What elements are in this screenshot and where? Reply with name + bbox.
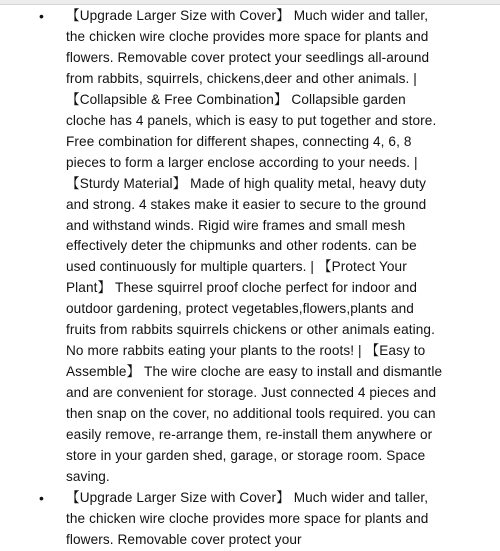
product-description-list: [39, 6, 446, 551]
bullet-icon: •: [39, 489, 44, 506]
top-divider: [0, 0, 500, 5]
list-item: [39, 6, 446, 488]
list-item: [39, 488, 446, 551]
bullet-icon: •: [39, 8, 44, 24]
list-item-text: 【Upgrade Larger Size with Cover】 Much wider and taller, the chicken wire cloche provides more space for plants and flowers. Removable cover protect your: [66, 489, 429, 547]
list-item-text: 【Upgrade Larger Size with Cover】 Much wider and taller, the chicken wire cloche provides more space for plants and flowers. Removable cover protect your seedlings all-around from rabbits, squirrels, chickens,deer and other animals. | 【Collapsible & Free Combination】 Collapsible garden cloche has 4 panels, which is easy to put together and store. Free combination for different shapes, connecting 4, 6, 8 pieces to form a larger enclose according to your needs. | 【Sturdy Material】 Made of high quality metal, heavy duty and strong. 4 stakes make it easier to secure to the ground and withstand winds. Rigid wire frames and small mesh effectively deter the chipmunks and other rodents. can be used continuously for multiple quarters. | 【Protect Your Plant】 These squirrel proof cloche perfect for indoor and outdoor gardening, protect vegetables,flowers,plants and fruits from rabbits squirrels chickens or other animals eating. No more rabbits eating your plants to the roots! | 【Easy to Assemble】 The wire cloche are easy to install and dismantle and are convenient for storage. Just connected 4 pieces and then snap on the cover, no additional tools required. you can easily remove, re-arrange them, re-install them anywhere or store in your garden shed, garage, or storage room. Space saving.: [66, 8, 443, 484]
